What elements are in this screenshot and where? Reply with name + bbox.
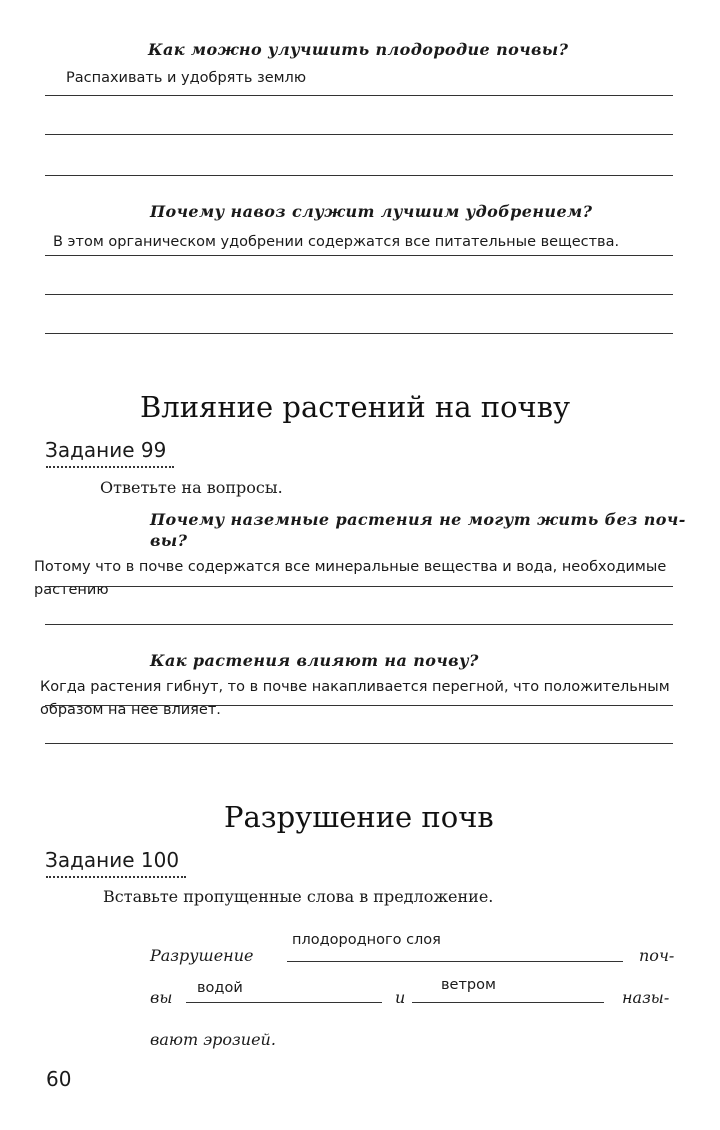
blank-fertile-layer-answer: плодородного слоя xyxy=(292,932,441,948)
answer-line xyxy=(45,743,673,744)
task-label-100: Задание 100 xyxy=(45,848,180,872)
section-title-destruction: Разрушение почв xyxy=(224,800,494,834)
sentence-word-nazy: назы- xyxy=(622,988,670,1007)
answer-line xyxy=(45,624,673,625)
answer-line xyxy=(45,705,673,706)
blank-line xyxy=(186,1002,382,1003)
question-improve-fertility: Как можно улучшить плодородие почвы? xyxy=(148,40,569,59)
question-plants-affect-soil: Как растения влияют на почву? xyxy=(150,651,479,670)
section-title-plants: Влияние растений на почву xyxy=(140,390,571,424)
question-plants-need-soil: Почему наземные растения не могут жить без поч- xyxy=(150,510,686,529)
blank-line xyxy=(287,961,623,962)
instruction-answer-questions: Ответьте на вопросы. xyxy=(100,478,283,497)
answer-line xyxy=(45,333,673,334)
sentence-word-razrushenie: Разрушение xyxy=(150,946,254,965)
blank-line xyxy=(412,1002,604,1003)
question-plants-need-soil-cont: вы? xyxy=(150,531,188,550)
answer-line xyxy=(45,586,673,587)
page-number: 60 xyxy=(46,1067,72,1091)
task-label-underline xyxy=(46,466,174,468)
answer-manure: В этом органическом удобрении содержатся все питательные вещества. xyxy=(53,234,620,250)
sentence-word-and: и xyxy=(395,988,406,1007)
sentence-word-poch: поч- xyxy=(639,946,675,965)
answer-improve-fertility: Распахивать и удобрять землю xyxy=(66,70,307,86)
answer-line xyxy=(45,255,673,256)
task-label-underline xyxy=(46,876,186,878)
answer-plants-need-soil-cont: растению xyxy=(34,582,109,598)
sentence-line-erosion: вают эрозией. xyxy=(150,1030,276,1049)
answer-line xyxy=(45,95,673,96)
task-label-99: Задание 99 xyxy=(45,438,167,462)
answer-line xyxy=(45,294,673,295)
answer-plants-affect-soil: Когда растения гибнут, то в почве накапливается перегной, что положительным xyxy=(40,679,670,695)
instruction-fill-words: Вставьте пропущенные слова в предложение. xyxy=(103,887,494,906)
question-manure: Почему навоз служит лучшим удобрением? xyxy=(150,202,593,221)
answer-plants-affect-soil-cont: образом на нее влияет. xyxy=(40,702,221,718)
answer-line xyxy=(45,134,673,135)
blank-water-answer: водой xyxy=(197,980,243,996)
answer-line xyxy=(45,175,673,176)
answer-plants-need-soil: Потому что в почве содержатся все минеральные вещества и вода, необходимые xyxy=(34,559,667,575)
blank-wind-answer: ветром xyxy=(441,977,496,993)
sentence-word-vy: вы xyxy=(150,988,173,1007)
